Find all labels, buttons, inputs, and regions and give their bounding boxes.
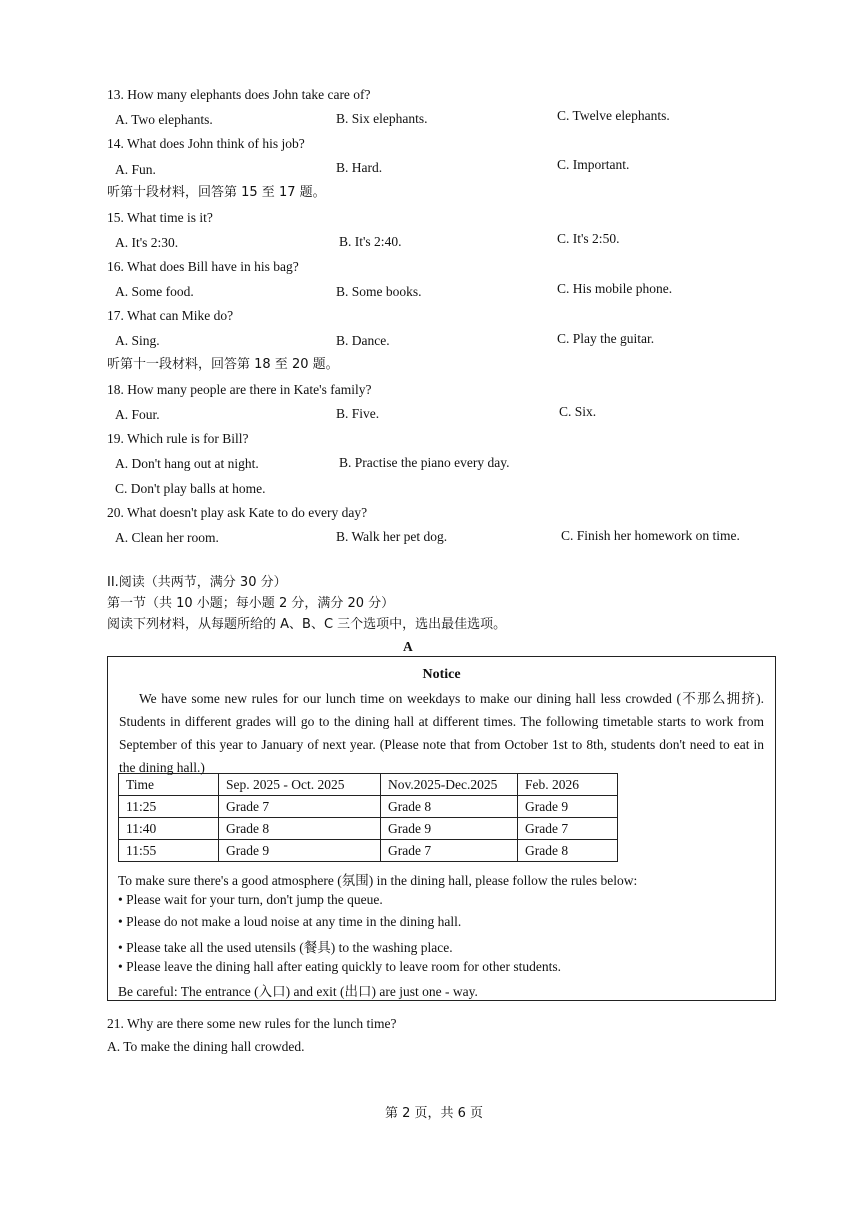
reading-heading: II.阅读（共两节，满分 30 分） — [107, 575, 287, 590]
rule-item: • Please do not make a loud noise at any time in the dining hall. — [118, 914, 462, 929]
reading-subheading: 第一节（共 10 小题；每小题 2 分，满分 20 分） — [107, 596, 395, 611]
notice-closing: Be careful: The entrance (入口) and exit (出口) are just one - way. — [118, 984, 478, 999]
table-cell: Grade 9 — [219, 840, 381, 862]
option-c: C. Six. — [559, 404, 597, 419]
notice-box — [107, 656, 776, 1001]
reading-instruction: 阅读下列材料，从每题所给的 A、B、C 三个选项中，选出最佳选项。 — [107, 617, 507, 632]
option-a: A. Two elephants. — [115, 112, 213, 127]
option-b: B. Dance. — [336, 333, 390, 348]
notice-paragraph — [119, 687, 764, 779]
section-instruction-10: 听第十段材料，回答第 15 至 17 题。 — [107, 185, 326, 200]
page-footer: 第 2 页，共 6 页 — [384, 1106, 484, 1121]
question-21-option-a: A. To make the dining hall crowded. — [107, 1039, 305, 1054]
rules-intro: To make sure there's a good atmosphere (氛围) in the dining hall, please follow the rules below: — [118, 873, 638, 888]
question-text: 18. How many people are there in Kate's family? — [107, 382, 372, 397]
option-a: A. Four. — [115, 407, 160, 422]
table-header-cell: Time — [119, 774, 219, 796]
question-text: 15. What time is it? — [107, 210, 213, 225]
question-text: 19. Which rule is for Bill? — [107, 431, 249, 446]
question-text: 16. What does Bill have in his bag? — [107, 259, 299, 274]
table-cell: Grade 7 — [219, 796, 381, 818]
option-b: B. It's 2:40. — [339, 234, 402, 249]
option-c: C. His mobile phone. — [557, 281, 673, 296]
option-c: C. It's 2:50. — [557, 231, 620, 246]
option-b: B. Practise the piano every day. — [339, 455, 510, 470]
section-instruction-11: 听第十一段材料，回答第 18 至 20 题。 — [107, 357, 339, 372]
table-cell: Grade 8 — [381, 796, 518, 818]
table-cell: Grade 9 — [381, 818, 518, 840]
question-text: 14. What does John think of his job? — [107, 136, 305, 151]
rule-item: • Please wait for your turn, don't jump the queue. — [118, 892, 383, 907]
option-a: A. It's 2:30. — [115, 235, 179, 250]
question-text: 17. What can Mike do? — [107, 308, 234, 323]
table-cell: 11:55 — [119, 840, 219, 862]
question-text: 20. What doesn't play ask Kate to do every day? — [107, 505, 368, 520]
table-cell: Grade 9 — [518, 796, 618, 818]
table-cell: Grade 8 — [518, 840, 618, 862]
option-a: A. Clean her room. — [115, 530, 219, 545]
option-b: B. Six elephants. — [336, 111, 428, 126]
option-a: A. Some food. — [115, 284, 194, 299]
option-c: C. Twelve elephants. — [557, 108, 670, 123]
table-header-cell: Feb. 2026 — [518, 774, 618, 796]
option-c: C. Don't play balls at home. — [115, 481, 266, 496]
option-a: A. Don't hang out at night. — [115, 456, 259, 471]
timetable-header-row — [119, 774, 618, 796]
table-cell: 11:40 — [119, 818, 219, 840]
question-21: 21. Why are there some new rules for the lunch time? — [107, 1016, 397, 1031]
option-c: C. Play the guitar. — [557, 331, 655, 346]
rule-item: • Please leave the dining hall after eating quickly to leave room for other students. — [118, 959, 561, 974]
notice-title: Notice — [422, 667, 461, 682]
question-text: 13. How many elephants does John take care of? — [107, 87, 371, 102]
table-header-cell: Sep. 2025 - Oct. 2025 — [219, 774, 381, 796]
table-cell: 11:25 — [119, 796, 219, 818]
notice-paragraph-text: We have some new rules for our lunch time on weekdays to make our dining hall less crowded (不那么拥挤). Students in different grades will go to the dining hall at different times. The following timetable starts to work from September of this year to January of next year. (Please note that from October 1st to 8th, students don't need to eat in the dining hall.) — [119, 691, 764, 775]
passage-letter: A — [403, 639, 413, 654]
rule-item: • Please take all the used utensils (餐具) to the washing place. — [118, 940, 453, 955]
option-a: A. Fun. — [115, 162, 156, 177]
timetable — [118, 773, 618, 862]
option-a: A. Sing. — [115, 333, 160, 348]
table-cell: Grade 7 — [518, 818, 618, 840]
table-cell: Grade 7 — [381, 840, 518, 862]
table-row — [119, 796, 618, 818]
table-cell: Grade 8 — [219, 818, 381, 840]
table-row — [119, 818, 618, 840]
option-b: B. Some books. — [336, 284, 422, 299]
table-header-cell: Nov.2025-Dec.2025 — [381, 774, 518, 796]
table-row — [119, 840, 618, 862]
option-b: B. Hard. — [336, 160, 383, 175]
option-b: B. Five. — [336, 406, 380, 421]
option-b: B. Walk her pet dog. — [336, 529, 448, 544]
option-c: C. Finish her homework on time. — [561, 528, 740, 543]
option-c: C. Important. — [557, 157, 630, 172]
